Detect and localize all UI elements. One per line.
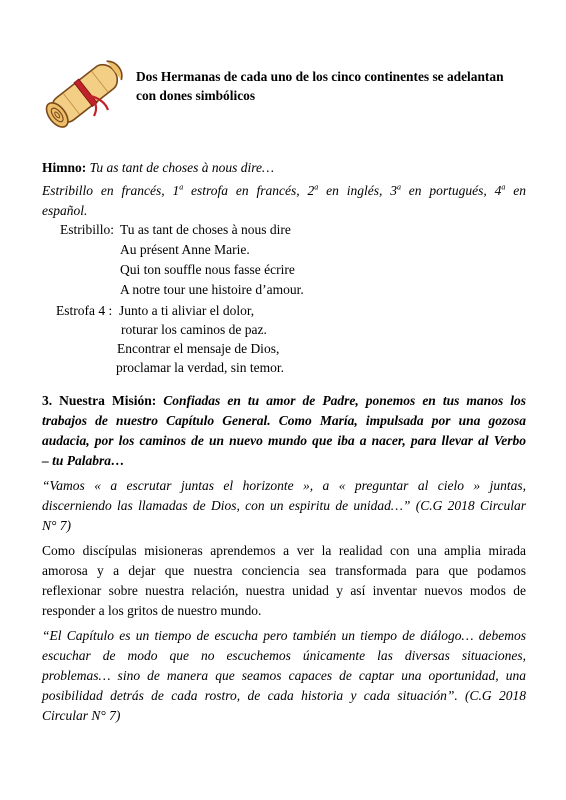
scroll-illustration bbox=[38, 48, 130, 140]
hymn-line bbox=[42, 158, 526, 178]
quote1-line-1: “Vamos « a escrutar juntas el horizonte », a « preguntar al cielo » juntas, bbox=[42, 478, 526, 493]
stanza-line: proclamar la verdad, sin temor. bbox=[116, 360, 284, 375]
refrain-line: Tu as tant de choses à nous dire bbox=[120, 222, 291, 237]
refrain-label: Estribillo: bbox=[60, 222, 114, 237]
quote2-line-5: Circular N° 7) bbox=[42, 708, 121, 723]
quote2-line-3: problemas… sino de manera que seamos capaces de captar una oportunidad, una bbox=[42, 668, 526, 683]
note-sup: a bbox=[179, 182, 184, 192]
section3-heading-label: 3. Nuestra Misión: bbox=[42, 393, 157, 408]
note-sup: a bbox=[501, 182, 506, 192]
quote2-line-2: escuchar de modo que no escuchemos únicamente las diversas situaciones, bbox=[42, 648, 526, 663]
stanza-line: roturar los caminos de paz. bbox=[121, 322, 267, 337]
header-title-line-1: Dos Hermanas de cada uno de los cinco continentes se adelantan bbox=[136, 69, 504, 84]
quote2-line-1: “El Capítulo es un tiempo de escucha pero también un tiempo de diálogo… debemos bbox=[42, 628, 526, 643]
section3-heading-line-1 bbox=[42, 391, 526, 411]
refrain-line: Au présent Anne Marie. bbox=[120, 242, 250, 257]
paragraph-line-4: responder a los gritos de nuestro mundo. bbox=[42, 603, 262, 618]
quote2-line-4: posibilidad detrás de cada rostro, de cada historia y cada situación”. (C.G 2018 bbox=[42, 688, 526, 703]
section3-heading-line-4: – tu Palabra… bbox=[42, 453, 125, 468]
note-part: en bbox=[505, 183, 527, 198]
paragraph-line-1: Como discípulas misioneras aprendemos a ver la realidad con una amplia mirada bbox=[42, 543, 526, 558]
header-title bbox=[136, 67, 516, 105]
hymn-label: Himno: bbox=[42, 160, 87, 175]
section3-heading-line-2: trabajos de nuestro Capítulo General. Como María, impulsada por una gozosa bbox=[42, 413, 526, 428]
refrain-line: A notre tour une histoire d’amour. bbox=[120, 282, 304, 297]
note-sup: a bbox=[396, 182, 401, 192]
hymn-note-line-2: español. bbox=[42, 203, 88, 218]
section3-heading-text: Confiadas en tu amor de Padre, ponemos en tus manos los bbox=[163, 393, 527, 408]
section3-heading-line-3: audacia, por los caminos de un nuevo mundo que iba a nacer, para llevar al Verbo bbox=[42, 433, 526, 448]
header-title-line-2: con dones simbólicos bbox=[136, 88, 256, 103]
stanza-line: Junto a ti aliviar el dolor, bbox=[119, 303, 255, 318]
note-part: Estribillo en francés, 1 bbox=[42, 183, 180, 198]
quote1-line-3: N° 7) bbox=[42, 518, 72, 533]
note-part: en portugués, 4 bbox=[400, 183, 502, 198]
quote1-line-2: discerniendo las llamadas de Dios, con un espiritu de unidad…” (C.G 2018 Circular bbox=[42, 498, 526, 513]
paragraph-line-2: amorosa y a dejar que nuestra conciencia sea transformada para que podamos bbox=[42, 563, 526, 578]
rolled-scroll-icon bbox=[38, 48, 130, 140]
hymn-note-line-1 bbox=[42, 181, 526, 201]
paragraph-line-3: reflexionar sobre nuestra relación, nuestra unidad y así inventar nuevos modos de bbox=[42, 583, 526, 598]
stanza-line: Encontrar el mensaje de Dios, bbox=[117, 341, 280, 356]
note-sup: a bbox=[314, 182, 319, 192]
note-part: en inglés, 3 bbox=[318, 183, 397, 198]
hymn-title: Tu as tant de choses à nous dire… bbox=[89, 160, 275, 175]
note-part: estrofa en francés, 2 bbox=[183, 183, 315, 198]
stanza-label: Estrofa 4 : bbox=[56, 303, 113, 318]
refrain-line: Qui ton souffle nous fasse écrire bbox=[120, 262, 295, 277]
